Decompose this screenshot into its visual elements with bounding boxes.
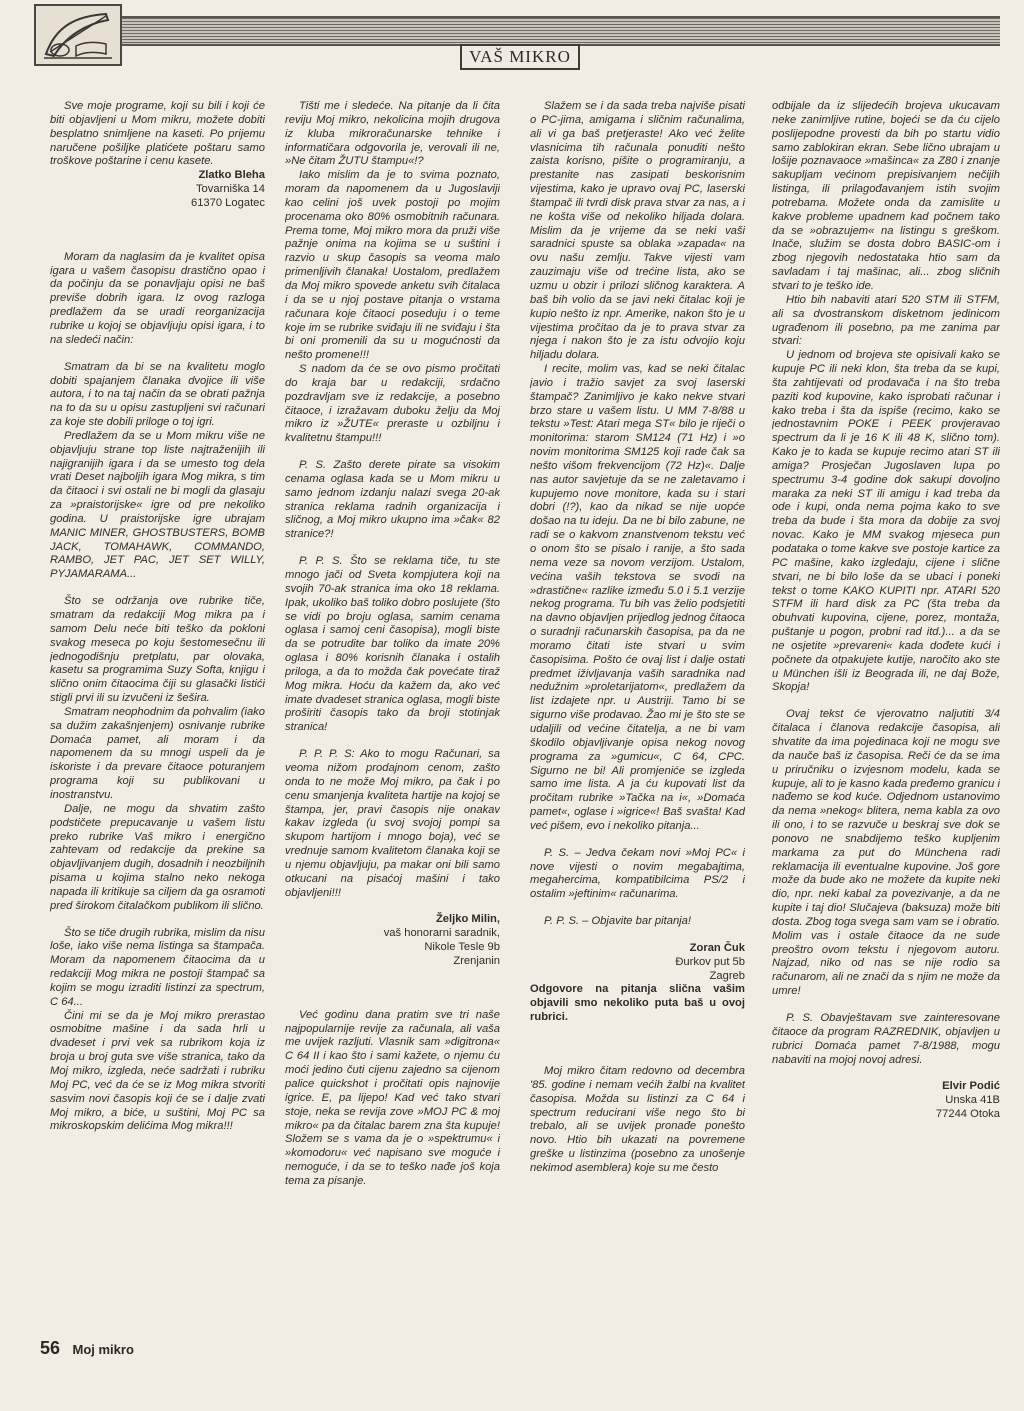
page-footer	[40, 1338, 134, 1368]
signature-name: Željko Milin,	[435, 913, 500, 926]
column-3	[530, 100, 745, 1360]
paragraph: Što se tiče drugih rubrika, mislim da nisu loše, iako više nema listinga sa štampača. Moram da napomenem čitaocima da u redakciji Mog mikra ne postoji štampač sa kojim se mogu izraditi listinzi za spectrum, C 64...	[50, 926, 265, 1008]
column-1	[50, 100, 265, 1360]
paragraph: Predlažem da se u Mom mikru više ne objavljuju strane top liste najtraženijih ili najigranijih igara i da se umesto tog dela vrati Deset najboljih igara Mog mikra, s tim da čitaoci i svi ostali ne bi mogli da glasaju za »praistorijske« igre od pre nekoliko godina. U praistorijske igre ubrajam MANIC MINER, GHOSTBUSTERS, BOMB JACK, TOMAHAWK, COMMANDO, RAMBO, JET PAC, JET SET WILLY, PYJAMARAMA...	[50, 429, 265, 581]
paragraph: Slažem se i da sada treba najviše pisati o PC-jima, amigama i sličnim računalima, ali vi ga baš pretjeraste! Ako već želite vlasnicima tih računala ponuditi nešto zaista korisno, pišite o programiranju, a prestanite nas zasipati beskorisnim vijestima, kako je upravo ovaj PC, laserski štampač ili tvrdi disk prava stvar za nas, a i ne košta više od nekoliko hiljada dolara. Mislim da je vrijeme da se neki vaši saradnici spuste sa oblaka »zapada« na ovu našu zemlju. Takve vijesti vam zauzimaju više od trećine lista, ako se uzmu u obzir i prilozi sličnog karaktera. A baš bih volio da se javi neki čitalac koji je kupio nešto iz npr. Amerike, nakon što je u vijestima pročitao da je to prava stvar za njega i nakon što je za istu odvojio koju hiljadu dolara.	[530, 100, 745, 362]
signature-address: Unska 41B	[945, 1094, 1000, 1107]
signature-name: Zlatko Bleha	[198, 169, 265, 182]
paragraph: S nadom da će se ovo pismo pročitati do kraja bar u redakciji, srdačno pozdravljam sve iz redakcije, a posebno čitaoce, i izražavam duboku želju da Moj mikro iz »ŽUTE« preraste u ozbiljnu i kvalitetnu štampu!!!	[285, 363, 500, 445]
signature-name: Zoran Čuk	[689, 941, 745, 954]
paragraph: P. P. P. S: Ako to mogu Računari, sa veoma nižom prodajnom cenom, zašto onda to ne može Moj mikro, pa čak i po cenu smanjenja kvaliteta hartije na kojoj se štampa, jer, pravi časopis nije onakav kakav izgleda (u svoj svojoj pompi sa skupom hartijom i mnogo boja), već se vrednuje samom kvalitetom članaka koji se u njemu objavljuju, pa makar oni bili samo otkucani na pisaćoj mašini i tako objavljeni!!!	[285, 748, 500, 899]
paragraph: Moram da naglasim da je kvalitet opisa igara u vašem časopisu drastično opao i da počinju da se ponavljaju opisi ne baš previše dobrih igara. Iz ovog razloga predlažem da se uradi reorganizacija rubrike u kojoj se objavljuju opisi igara, i to na sledeći način:	[50, 250, 265, 346]
paragraph: Htio bih nabaviti atari 520 STM ili STFM, ali sa dvostranskom disketnom jedinicom ugrađenom ili posebno, pa me zanima par stvari:	[772, 293, 1000, 348]
signature-address: Tovarniška 14	[195, 183, 265, 196]
section-logo-icon	[34, 4, 122, 66]
page-number: 56	[40, 1338, 61, 1358]
paragraph: P. P. S. – Objavite bar pitanja!	[544, 915, 691, 928]
paragraph: odbijale da iz slijedećih brojeva ukucavam neke zanimljive rutine, bojeći se da ću cijelo poslijepodne provesti da bih po startu vidio samo zablokiran ekran. Sebe lično ubrajam u lošije poznavaoce »mašinca« za Z80 i znanje sakupljam većinom prepisivanjem nečijih listinga, ili prilagođavanjem istih svojim potrebama. Možete onda da zamislite u kakve probleme upadnem kad počnem tako da se »obrazujem« na listingu s greškom. Inače, služim se dosta dobro BASIC-om i zbog njegovih nedostataka htio sam da savladam i taj mašinac, ali... zbog sličnih stvari to je teško ide.	[772, 100, 1000, 292]
paragraph: I recite, molim vas, kad se neki čitalac javio i tražio savjet za svoj laserski štampač? Zanimljivo je kako nekve stvari brzo stare u vašem listu. U MM 7-8/88 u tekstu »Test: Atari mega ST« bilo je riječi o monitorima: starom SM124 (71 Hz) i »o novim monitorima SM125 koji rade čak sa nešto višom frekvencijom (72 Hz)«. Dalje nas autor savjetuje da se ne zaletavamo i kupujemo nove monitore, kada su i stari dobri (!?), kao da nikad se nije uopće došao na tu ideju. Da ne bi bilo zabune, ne radi se o kakvom znanstvenom tekstu već o onom što se pisalo i ranije, a što sada nema veze sa novom verzijom. Ustalom, većina vaših tekstova se svodi na »drastične« razlike između 5.0 i 5.1 verzije nekog programa. Tu bih vas želio podsjetiti na davno objavljen prijedlog jednog čitaoca o suradnji računarskih časopisa, pa da ne moramo čitati iste stvari u svim časopisima. Pošto će ovaj list i dalje ostati predmet iživljavanja vaših saradnika nad nedužnim »proletarijatom«, predlažem da list izdajete npr. u Austriji. Tamo bi se sigurno više prodavao. Žao mi je što ste se udaljili od većine čitatelja, a ne bi vam škodilo objavljivanje opisa nekog novog programa za »gumicu«, C 64, CPC. Sigurno ne bi! Ali promjeniće se izgleda samo ime lista. A ja ću kupovati list da pročitam rubrike »Tačka na i«, »Domaća pamet«, oglase i »igrice«! Baš svašta! Kad već pišem, evo i nekoliko pitanja...	[530, 363, 745, 832]
paragraph: P. S. Obavještavam sve zainteresovane čitaoce da program RAZREDNIK, objavljen u rubrici Domaća pamet 7-8/1988, mogu nabaviti na mojoj novoj adresi.	[772, 1012, 1000, 1066]
paragraph: Iako mislim da je to svima poznato, moram da napomenem da u Jugoslaviji kao celini još uvek postoji po mojim procenama oko 80% osmobitnih računara. Prema tome, Moj mikro mora da pruži više pažnje onima na kojima se u suštini i razvio u skup časopis sa veoma malo primenljivih članaka! Uostalom, predlažem da Moj mikro spovede anketu svih čitalaca i da se u njoj postave pitanja o vrstama računara koje čitaoci poseduju i o teme koje im se rubrike sviđaju ili ne sviđaju i šta bi oni promenili da su u mogućnosti da nešto promene!!!	[285, 169, 500, 362]
column-4	[772, 100, 1000, 1360]
section-title: VAŠ MIKRO	[460, 44, 580, 70]
editor-note: Odgovore na pitanja slična vašim objavili smo nekoliko puta baš u ovoj rubrici.	[530, 983, 745, 1024]
header-band	[34, 16, 1000, 46]
paragraph: Moj mikro čitam redovno od decembra '85. godine i nemam većih žalbi na kvalitet časopisa. Možda su listinzi za C 64 i spectrum reducirani više nego što bi trebalo, ali se uvijek pronađe ponešto novo. Htio bih ukazati na povremene greške u listinzima (posebno za unošenje nekimod asemblera) koje su me često	[530, 1065, 745, 1174]
paragraph: P. S. Zašto derete pirate sa visokim cenama oglasa kada se u Mom mikru u samo jednom izdanju nalazi svega 20-ak stranica reklama radnih organizacija i sličnog, a Moj mikro ukupno ima »čak« 82 stranice?!	[285, 459, 500, 541]
paragraph: U jednom od brojeva ste opisivali kako se kupuje PC ili neki klon, šta treba da se kupi, šta zahtijevati od prodavača i na što treba paziti kod kupovine, kako isprobati računar i kako treba i šta da ispiše (recimo, kako se jednostavnim POKE i PEEK provjeravao spectrum da li je 16 K ili 48 K, slično tom). Kako je to kada se kupuje recimo atari ST ili amiga? Prosječan Jugoslaven lupa po spectrumu 3-4 godine dok sakupi dovoljno maraka za neki ST ili amigu i kad treba da ode i kupi, onda nema pojma kako to sve treba da bude i šta mora da dobije za svoj novac. Kako je MM svakog mjeseca pun podataka o tome kakve sve postoje kartice za PC mašine, kako izgledaju, cijene i slične stvari, ne bi bilo loše da se ubaci i poneki tekst o tome KAKO KUPITI npr. ATARI 520 STFM ili hard disk za PC (šta treba da obuhvati kupovina, cijene, porez, montaža, puštanje u pogon, probni rad itd.)... a da se ne osjetite »prevareni« kada dođete kući i počnete da otpakujete kutije, naročito ako ste u München išli iz Beograda ili, ne daj Bože, Skopja!	[772, 349, 1000, 694]
signature-line: vaš honorarni saradnik,	[383, 927, 500, 940]
signature-line: Nikole Tesle 9b	[424, 941, 500, 954]
paragraph: P. P. S. Što se reklama tiče, tu ste mnogo jači od Sveta kompjutera koji na svojih 70-ak stranica ima oko 18 reklama. Ipak, ukoliko baš toliko dobro poslujete (što se vidi po broju oglasa, samim cenama oglasa i samoj ceni časopisa), mogli biste da se potrudite bar toliko da imate 20% oglasa i 80% korisnih članaka i ostalih priloga, a da to možda čak povećate tiraž Mog mikra. Hoću da kažem da, ako već imate dvadeset stranica oglasa, mogli biste proširiti časopis tako da broji stotinjak stranica!	[285, 555, 500, 734]
paragraph: Već godinu dana pratim sve tri naše najpopularnije revije za računala, ali vaša me uvijek razljuti. Vlasnik sam »digitrona« C 64 II i kao što i sami kažete, o njemu ću moći jedino čuti cijenu zajedno sa cijenom palice quickshot i pročitati opis najnovije igrice. E, pa lijepo! Kad već tako stvari stoje, neka se revija zove »MOJ PC & moj mikro« pa da čitalac barem zna šta kupuje! Složem se s vama da je o »spektrumu« i »komodoru« već napisano sve moguće i nemoguće, i da se to teško nađe još koja tema za pisanje.	[285, 1008, 500, 1187]
paragraph: Ovaj tekst će vjerovatno naljutiti 3/4 čitalaca i članova redakcije časopisa, ali shvatite da ima pojedinaca koji ne mogu sve da nauče baš iz časopisa. Reči će da se ima u priručniku o izvjesnom modelu, kada se kupuje, ali to je kasno kada pređemo granicu i nađemo se kod kuće. Odjednom ustanovimo da nema »nekog« blitera, nema kabla za ovo ili ono, i to se razvuče u beskraj sve dok se ponovo ne snabdijemo teško kupljenim markama za put do Münchena radi reklamacija ili eventualne kupovine. Još gore može da bude ako ne možete da kupite neki dio, npr. neki kabal za povezivanje, a da ne kupite i taj dio! Slučajeva (baksuza) može biti dosta. Zbog toga svega sam vam se i obratio. Molim vas i ostale čitaoce da ne sude preoštro ovom tekstu i njegovom autoru. Najzad, niko od nas se nije rodio sa računarom, ali ne znači da s njim ne može da umre!	[772, 708, 1000, 998]
paragraph: Što se održanja ove rubrike tiče, smatram da redakciji Mog mikra pa i samom Delu neće biti teško da pokloni svakog meseca po koju šestomesečnu ili jednogodišnju pretplatu, par olovaka, kasetu sa programima Suzy Softa, knjigu i slično onim čitaocima čiji su glasački listići stigli prvi ili su izvučeni iz šešira.	[50, 595, 265, 705]
signature-address: 61370 Logatec	[190, 196, 265, 209]
paragraph: Dalje, ne mogu da shvatim zašto podstičete prepucavanje u vašem listu preko rubrike Vaš mikro i energično zahtevam od redakcije da prekine sa objavljivanjem dugih, dosadnih i neozbiljnih pisama u kojima stalno neko nekoga napada ili kritikuje sa ciljem da ga osramoti pred širokom čitalačkom publikom ili slično.	[50, 802, 265, 912]
signature-address: Zagreb	[709, 969, 745, 982]
signature-line: Zrenjanin	[453, 954, 500, 967]
paragraph: Tišti me i sledeće. Na pitanje da li čita reviju Moj mikro, nekolicina mojih drugova iz kluba mikroračunarske tehnike i informatičara odgovorila je, verovali ili ne, »Ne čitam ŽUTU štampu«!?	[285, 100, 500, 168]
paragraph: Smatram neophodnim da pohvalim (iako sa dužim zakašnjenjem) osnivanje rubrike Domaća pamet, ali moram i da napomenem da su mnogi uspeli da je iskoriste i da prevare čitaoce poturanjem programa koji su publikovani u inostranstvu.	[50, 705, 265, 801]
paragraph: Smatram da bi se na kvalitetu moglo dobiti spajanjem članaka dvojice ili više autora, i to na taj način da se obrati pažnja na to da su u opisu zastupljeni svi računari za koje ste dobili priloge o toj igri.	[50, 360, 265, 429]
signature-name: Elvir Podić	[942, 1080, 1000, 1093]
paragraph: Čini mi se da je Moj mikro prerastao osmobitne mašine i da sada hrli u dvadeset i prvi vek sa rubrikom koja iz broja u broj guta sve više stranica, tako da Moj mikro, izgleda, neće sadržati i rubriku Moj PC, već da će se iz Mog mikra stvoriti sasvim novi časopis koji će se i dalje zvati Moj mikro, a biće, u suštini, Moj PC sa mikroskopskim delićima Mog mikra!!!	[50, 1009, 265, 1133]
paragraph: Sve moje programe, koji su bili i koji će biti objavljeni u Mom mikru, možete dobiti besplatno snimljene na kaseti. Po prijemu naručene pošiljke platićete poštaru samo troškove poštarine i cenu kasete.	[50, 100, 265, 168]
signature-address: 77244 Otoka	[935, 1108, 1000, 1121]
column-2	[285, 100, 500, 1360]
signature-address: Đurkov put 5b	[675, 955, 745, 968]
magazine-name: Moj mikro	[72, 1342, 134, 1357]
paragraph: P. S. – Jedva čekam novi »Moj PC« i nove vijesti o novim megabajtima, megahercima, kompatibilcima PS/2 i ostalim »jeftinim« računarima.	[530, 846, 745, 901]
